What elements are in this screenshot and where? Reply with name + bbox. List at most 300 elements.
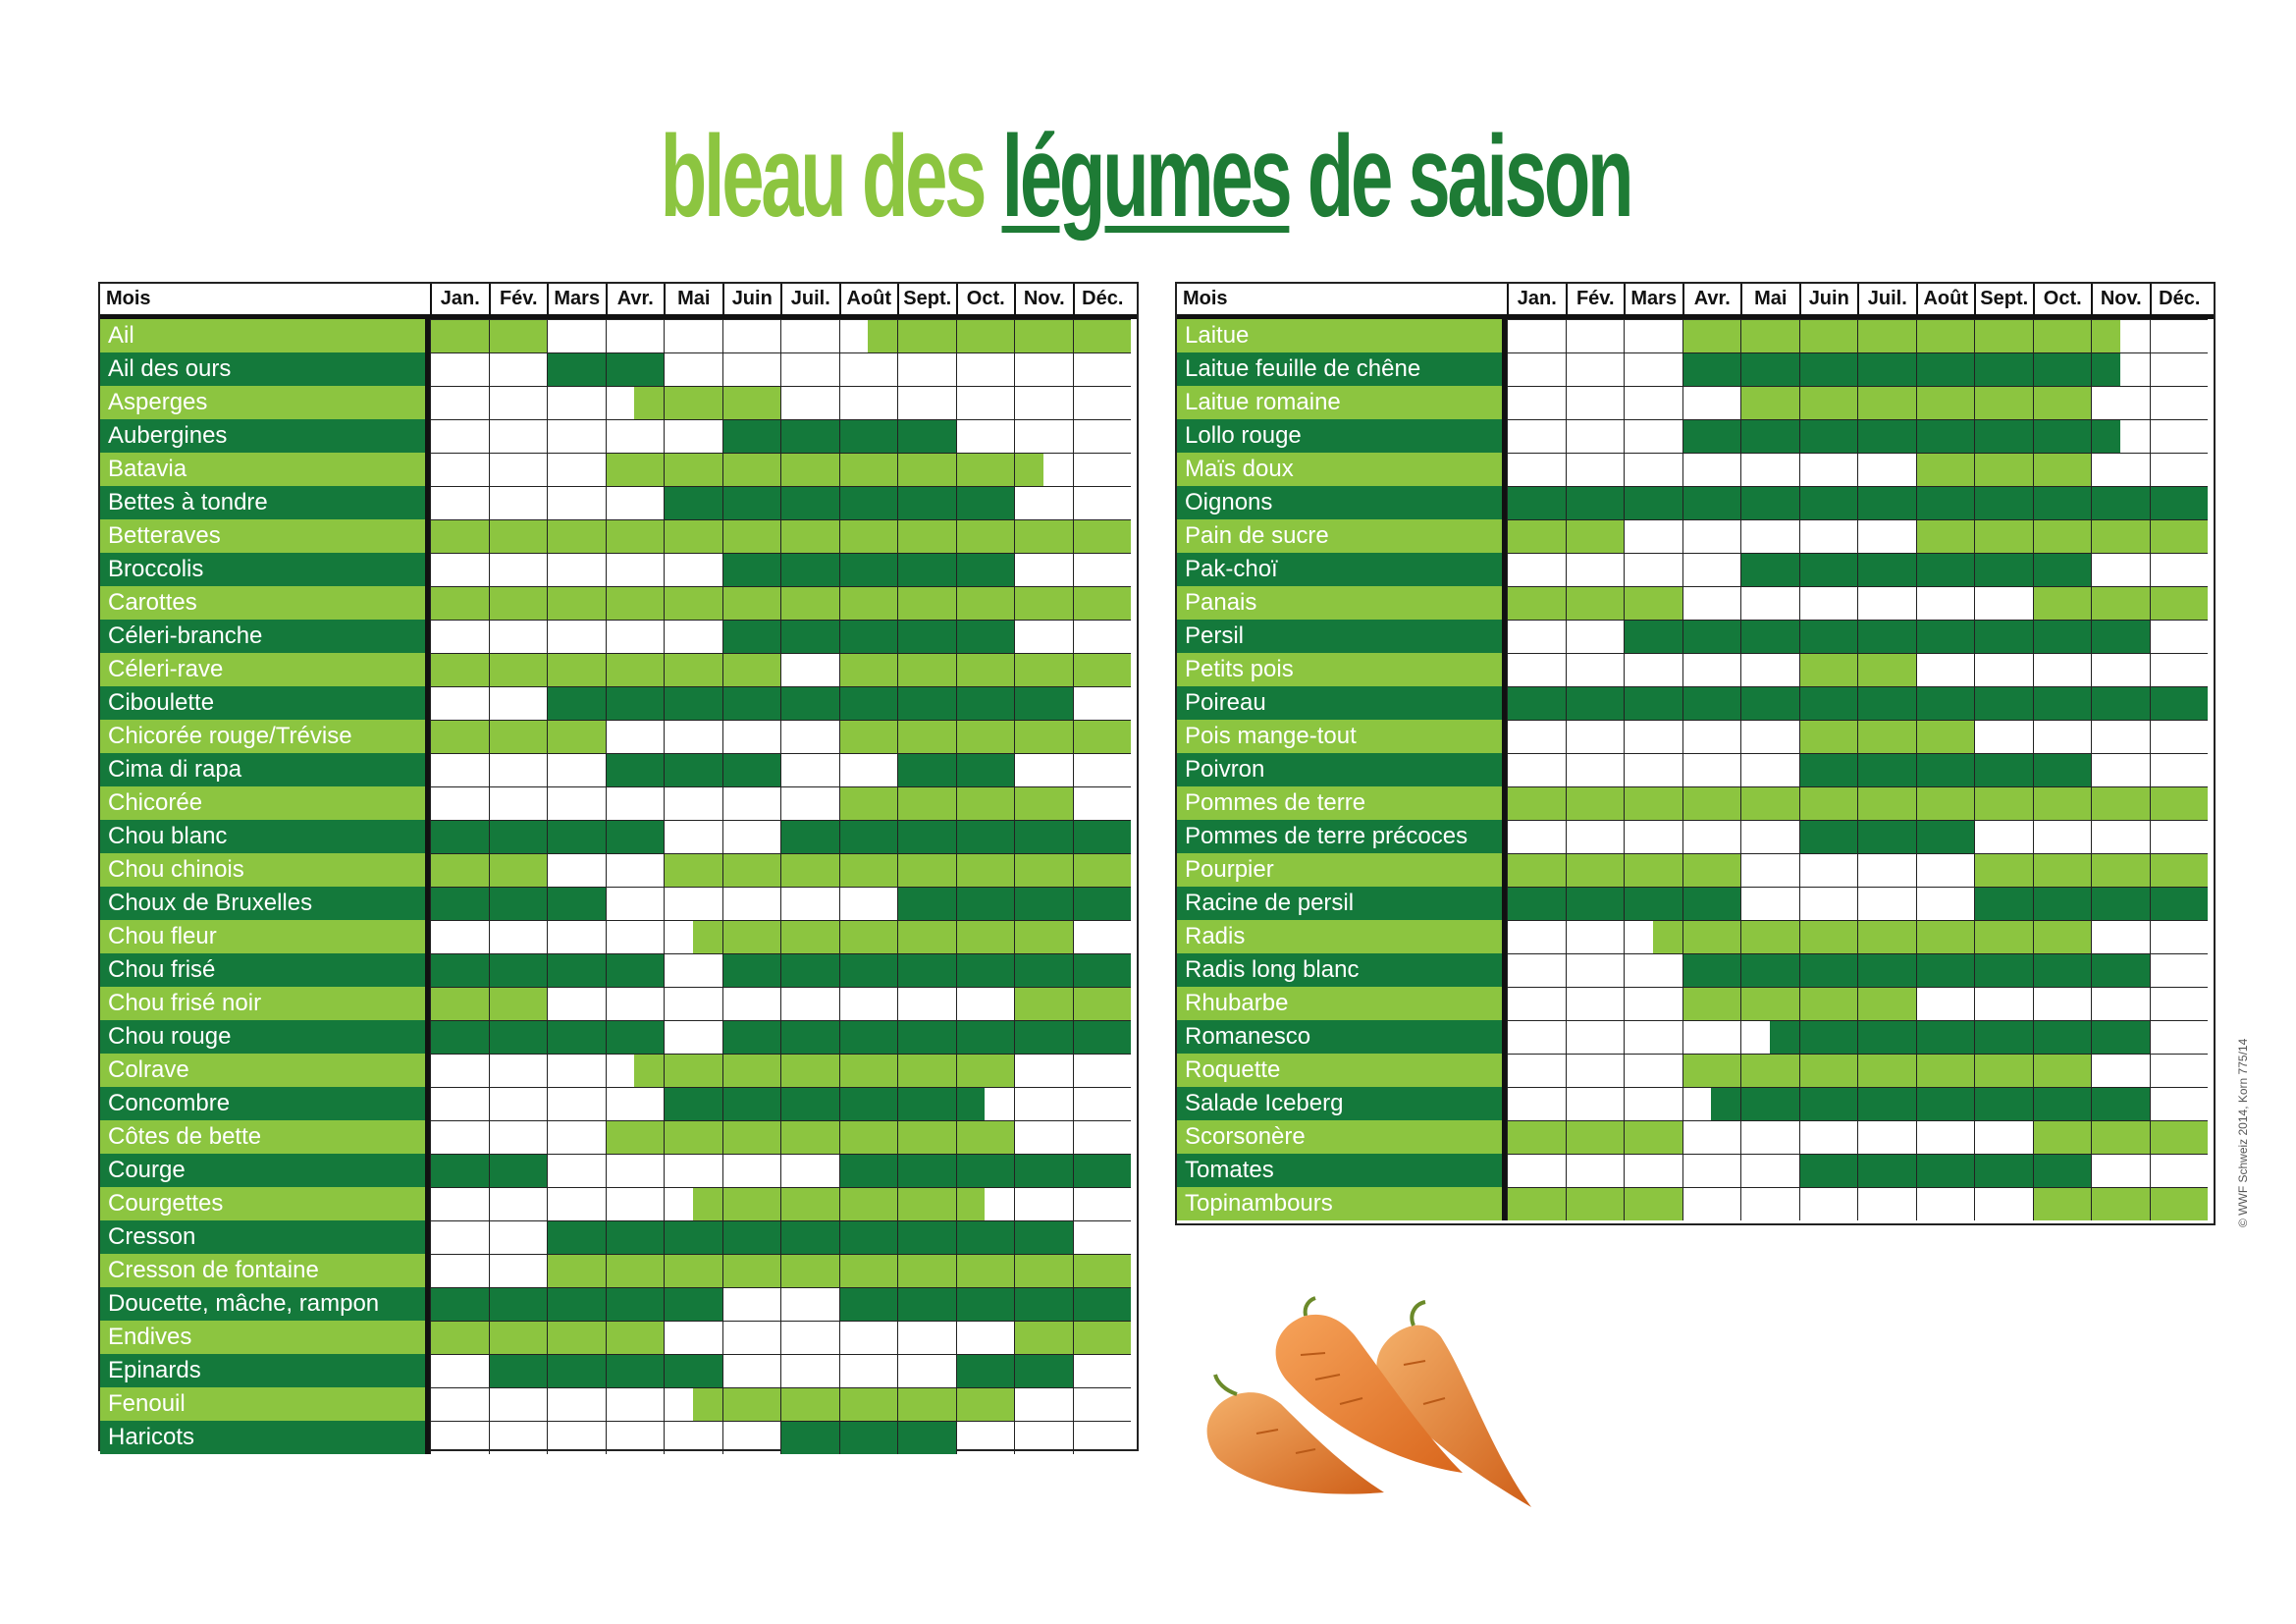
month-cell: [1014, 553, 1073, 586]
month-cell: [2033, 1187, 2092, 1220]
month-cell: [2033, 352, 2092, 386]
month-cell: [780, 1354, 839, 1387]
month-cell: [1014, 386, 1073, 419]
vegetable-row: [1177, 386, 2214, 419]
month-cell: [1857, 486, 1916, 519]
month-cell: [489, 853, 548, 887]
month-cell: [2150, 586, 2209, 620]
month-cell: [897, 1187, 956, 1220]
month-cell: [2150, 553, 2209, 586]
month-cell: [664, 1020, 722, 1054]
month-cell: [780, 920, 839, 953]
month-cell: [780, 1054, 839, 1087]
month-cell: [956, 1220, 1015, 1254]
month-cell: [956, 1321, 1015, 1354]
month-cell: [1682, 1020, 1741, 1054]
month-cell: [1857, 987, 1916, 1020]
month-cell: [547, 1154, 606, 1187]
vegetable-row: [1177, 686, 2214, 720]
vegetable-row: [100, 319, 1137, 352]
month-cell: [722, 553, 781, 586]
month-cell: [2150, 953, 2209, 987]
month-cell: [664, 1087, 722, 1120]
month-header: Juil.: [1857, 284, 1916, 314]
month-cell: [780, 720, 839, 753]
month-cell: [780, 1087, 839, 1120]
vegetable-row: [100, 453, 1137, 486]
month-cell: [664, 1254, 722, 1287]
month-cell: [956, 486, 1015, 519]
month-cell: [547, 486, 606, 519]
month-header: Mai: [664, 284, 722, 314]
vegetable-row: [1177, 1187, 2214, 1220]
month-cell: [2150, 486, 2209, 519]
vegetable-row: [100, 1020, 1137, 1054]
month-cell: [780, 753, 839, 786]
month-cell: [839, 1020, 898, 1054]
month-cell: [1073, 386, 1132, 419]
month-cell: [1974, 1087, 2033, 1120]
month-cell: [2091, 1154, 2150, 1187]
vegetable-row: [1177, 1020, 2214, 1054]
month-cell: [1974, 853, 2033, 887]
month-cell: [780, 386, 839, 419]
month-cell: [1740, 887, 1799, 920]
month-cell: [897, 419, 956, 453]
month-cell: [1799, 419, 1858, 453]
month-cell: [1566, 453, 1625, 486]
month-cell: [1566, 987, 1625, 1020]
month-cell: [547, 586, 606, 620]
vegetable-row: [1177, 620, 2214, 653]
month-cell: [606, 1254, 665, 1287]
month-cell: [664, 1387, 722, 1421]
month-cell: [1740, 486, 1799, 519]
month-header: Avr.: [1682, 284, 1741, 314]
month-cell: [1857, 753, 1916, 786]
vegetable-row: [1177, 753, 2214, 786]
month-cell: [897, 486, 956, 519]
month-cell: [430, 1187, 489, 1220]
month-cell: [2033, 853, 2092, 887]
month-cell: [722, 386, 781, 419]
month-cell: [1857, 1087, 1916, 1120]
vegetable-name: Cresson: [100, 1220, 430, 1254]
month-cell: [1682, 853, 1741, 887]
month-cell: [1916, 352, 1975, 386]
month-cell: [780, 620, 839, 653]
month-cell: [1740, 419, 1799, 453]
month-cell: [606, 1387, 665, 1421]
vegetable-name: Maïs doux: [1177, 453, 1507, 486]
month-cell: [606, 486, 665, 519]
month-cell: [606, 553, 665, 586]
month-cell: [1624, 519, 1682, 553]
month-cell: [1799, 519, 1858, 553]
month-cell: [839, 419, 898, 453]
month-cell: [547, 419, 606, 453]
month-cell: [547, 1187, 606, 1220]
month-cell: [2150, 1120, 2209, 1154]
month-cell: [722, 1120, 781, 1154]
month-cell: [606, 820, 665, 853]
month-cell: [2033, 953, 2092, 987]
month-cell: [1566, 586, 1625, 620]
month-cell: [1857, 786, 1916, 820]
month-cell: [1916, 753, 1975, 786]
vegetable-name: Scorsonère: [1177, 1120, 1507, 1154]
month-cell: [1740, 953, 1799, 987]
month-cell: [1566, 486, 1625, 519]
vegetable-name: Rhubarbe: [1177, 987, 1507, 1020]
month-cell: [2033, 920, 2092, 953]
month-cell: [1974, 1054, 2033, 1087]
month-cell: [1073, 1087, 1132, 1120]
month-cell: [780, 352, 839, 386]
month-cell: [2150, 620, 2209, 653]
month-cell: [430, 1154, 489, 1187]
month-cell: [430, 953, 489, 987]
month-cell: [1507, 419, 1566, 453]
month-cell: [1740, 653, 1799, 686]
vegetable-name: Bettes à tondre: [100, 486, 430, 519]
month-cell: [839, 486, 898, 519]
month-header: Fév.: [489, 284, 548, 314]
vegetable-row: [1177, 1154, 2214, 1187]
month-cell: [897, 453, 956, 486]
month-cell: [1916, 586, 1975, 620]
month-cell: [664, 386, 722, 419]
month-cell: [547, 1020, 606, 1054]
month-cell: [1799, 1087, 1858, 1120]
vegetable-name: Céleri-branche: [100, 620, 430, 653]
month-cell: [1857, 1154, 1916, 1187]
month-cell: [839, 653, 898, 686]
month-cell: [547, 453, 606, 486]
month-cell: [606, 987, 665, 1020]
month-header: Déc.: [1073, 284, 1132, 314]
vegetable-row: [1177, 519, 2214, 553]
month-cell: [2033, 1087, 2092, 1120]
month-cell: [722, 1321, 781, 1354]
month-cell: [1916, 786, 1975, 820]
month-cell: [606, 753, 665, 786]
month-cell: [1799, 352, 1858, 386]
vegetable-row: [1177, 820, 2214, 853]
month-cell: [1073, 1120, 1132, 1154]
month-cell: [1916, 1087, 1975, 1120]
month-cell: [547, 1321, 606, 1354]
month-cell: [1857, 319, 1916, 352]
month-cell: [2150, 419, 2209, 453]
vegetable-row: [100, 720, 1137, 753]
vegetable-name: Chou fleur: [100, 920, 430, 953]
month-cell: [1740, 1154, 1799, 1187]
month-cell: [430, 586, 489, 620]
month-cell: [1740, 453, 1799, 486]
month-cell: [547, 987, 606, 1020]
month-cell: [1740, 352, 1799, 386]
month-cell: [1014, 786, 1073, 820]
month-cell: [547, 853, 606, 887]
month-cell: [722, 686, 781, 720]
month-cell: [1073, 419, 1132, 453]
month-cell: [1682, 887, 1741, 920]
month-cell: [1624, 653, 1682, 686]
month-cell: [897, 887, 956, 920]
month-cell: [1857, 653, 1916, 686]
month-cell: [1857, 1187, 1916, 1220]
month-cell: [1799, 620, 1858, 653]
month-cell: [1624, 386, 1682, 419]
month-cell: [1740, 920, 1799, 953]
month-header: Déc.: [2150, 284, 2209, 314]
month-cell: [956, 820, 1015, 853]
month-header: Juin: [722, 284, 781, 314]
month-cell: [1014, 486, 1073, 519]
month-cell: [956, 720, 1015, 753]
month-cell: [1974, 386, 2033, 419]
month-cell: [489, 786, 548, 820]
month-cell: [489, 953, 548, 987]
month-cell: [1566, 920, 1625, 953]
month-cell: [1682, 1187, 1741, 1220]
month-cell: [1073, 853, 1132, 887]
month-cell: [722, 920, 781, 953]
month-cell: [1014, 953, 1073, 987]
month-cell: [1507, 319, 1566, 352]
month-cell: [606, 319, 665, 352]
month-cell: [2091, 887, 2150, 920]
month-cell: [547, 620, 606, 653]
month-cell: [2150, 887, 2209, 920]
month-cell: [2150, 753, 2209, 786]
month-cell: [1740, 620, 1799, 653]
month-cell: [2033, 820, 2092, 853]
vegetable-name: Pain de sucre: [1177, 519, 1507, 553]
month-cell: [1799, 987, 1858, 1020]
month-cell: [2091, 686, 2150, 720]
month-cell: [664, 419, 722, 453]
month-cell: [489, 553, 548, 586]
vegetable-row: [1177, 953, 2214, 987]
month-cell: [1566, 1020, 1625, 1054]
month-cell: [1974, 1120, 2033, 1154]
month-cell: [1799, 853, 1858, 887]
month-cell: [1857, 1120, 1916, 1154]
month-cell: [1682, 720, 1741, 753]
month-cell: [547, 720, 606, 753]
month-cell: [722, 319, 781, 352]
copyright-credit: © WWF Schweiz 2014, Korn 775/14: [2236, 1038, 2250, 1227]
month-cell: [722, 653, 781, 686]
month-cell: [722, 620, 781, 653]
vegetable-row: [1177, 352, 2214, 386]
month-cell: [956, 653, 1015, 686]
month-cell: [1624, 753, 1682, 786]
month-cell: [1857, 720, 1916, 753]
month-cell: [1014, 1287, 1073, 1321]
month-cell: [1014, 1220, 1073, 1254]
vegetable-row: [100, 419, 1137, 453]
table-header-row: [100, 284, 1137, 319]
month-cell: [1916, 887, 1975, 920]
month-cell: [1974, 553, 2033, 586]
month-cell: [1073, 953, 1132, 987]
month-cell: [780, 586, 839, 620]
month-cell: [1073, 1254, 1132, 1287]
month-cell: [1014, 1254, 1073, 1287]
month-cell: [1740, 1020, 1799, 1054]
month-cell: [1566, 653, 1625, 686]
month-cell: [2150, 1054, 2209, 1087]
month-cell: [1974, 620, 2033, 653]
month-cell: [1624, 1187, 1682, 1220]
month-cell: [1507, 1154, 1566, 1187]
vegetable-row: [100, 920, 1137, 953]
month-cell: [2033, 453, 2092, 486]
month-cell: [2150, 319, 2209, 352]
month-cell: [430, 352, 489, 386]
month-cell: [1624, 786, 1682, 820]
month-cell: [664, 453, 722, 486]
month-cell: [430, 820, 489, 853]
month-header: Mars: [547, 284, 606, 314]
month-cell: [1740, 987, 1799, 1020]
month-cell: [547, 887, 606, 920]
month-cell: [2091, 453, 2150, 486]
month-cell: [489, 920, 548, 953]
month-cell: [956, 953, 1015, 987]
month-cell: [1682, 653, 1741, 686]
month-cell: [547, 1054, 606, 1087]
vegetable-name: Endives: [100, 1321, 430, 1354]
month-cell: [897, 686, 956, 720]
vegetable-row: [100, 519, 1137, 553]
month-cell: [430, 887, 489, 920]
month-cell: [1073, 1187, 1132, 1220]
month-cell: [839, 887, 898, 920]
month-cell: [1857, 553, 1916, 586]
vegetable-name: Tomates: [1177, 1154, 1507, 1187]
title-part-3: de saison: [1307, 112, 1631, 242]
month-cell: [897, 1254, 956, 1287]
vegetable-row: [100, 1354, 1137, 1387]
vegetable-name: Panais: [1177, 586, 1507, 620]
month-cell: [430, 553, 489, 586]
month-cell: [780, 887, 839, 920]
month-cell: [1974, 753, 2033, 786]
month-cell: [1624, 319, 1682, 352]
month-cell: [722, 1020, 781, 1054]
vegetable-row: [100, 1220, 1137, 1254]
month-cell: [664, 1054, 722, 1087]
month-cell: [1566, 720, 1625, 753]
month-cell: [489, 486, 548, 519]
month-cell: [722, 519, 781, 553]
month-header: Juin: [1799, 284, 1858, 314]
month-cell: [547, 1220, 606, 1254]
month-cell: [1916, 486, 1975, 519]
month-cell: [722, 887, 781, 920]
month-cell: [2091, 753, 2150, 786]
month-cell: [1799, 586, 1858, 620]
month-cell: [2033, 419, 2092, 453]
month-cell: [2091, 386, 2150, 419]
month-cell: [489, 419, 548, 453]
month-cell: [1974, 1020, 2033, 1054]
month-cell: [956, 553, 1015, 586]
month-cell: [1566, 1187, 1625, 1220]
month-cell: [1014, 586, 1073, 620]
vegetable-name: Broccolis: [100, 553, 430, 586]
vegetable-row: [100, 887, 1137, 920]
month-cell: [1682, 586, 1741, 620]
month-cell: [606, 686, 665, 720]
month-cell: [2150, 987, 2209, 1020]
month-cell: [1073, 586, 1132, 620]
month-cell: [1624, 820, 1682, 853]
month-cell: [956, 1354, 1015, 1387]
vegetable-row: [100, 1287, 1137, 1321]
month-cell: [2091, 920, 2150, 953]
month-cell: [1073, 1154, 1132, 1187]
month-cell: [606, 1187, 665, 1220]
month-cell: [956, 1421, 1015, 1454]
month-header: Jan.: [430, 284, 489, 314]
month-cell: [956, 853, 1015, 887]
month-cell: [2033, 1154, 2092, 1187]
month-cell: [1073, 486, 1132, 519]
month-cell: [1916, 1020, 1975, 1054]
month-cell: [606, 920, 665, 953]
month-cell: [1682, 620, 1741, 653]
month-cell: [897, 953, 956, 987]
month-cell: [430, 1087, 489, 1120]
vegetable-name: Salade Iceberg: [1177, 1087, 1507, 1120]
vegetable-row: [100, 853, 1137, 887]
month-cell: [1916, 1120, 1975, 1154]
month-cell: [2033, 887, 2092, 920]
month-cell: [1682, 1054, 1741, 1087]
month-cell: [1916, 1154, 1975, 1187]
vegetable-name: Poireau: [1177, 686, 1507, 720]
month-cell: [1507, 786, 1566, 820]
month-cell: [897, 1287, 956, 1321]
month-cell: [664, 1120, 722, 1154]
month-cell: [722, 720, 781, 753]
title-part-1: bleau des: [660, 112, 985, 242]
month-cell: [547, 519, 606, 553]
month-cell: [547, 786, 606, 820]
month-cell: [1624, 686, 1682, 720]
month-cell: [1566, 887, 1625, 920]
vegetable-row: [100, 1120, 1137, 1154]
month-cell: [1974, 453, 2033, 486]
month-cell: [664, 620, 722, 653]
month-cell: [1566, 319, 1625, 352]
month-cell: [839, 1421, 898, 1454]
vegetable-name: Courgettes: [100, 1187, 430, 1220]
month-cell: [1507, 1054, 1566, 1087]
month-cell: [1682, 1087, 1741, 1120]
month-cell: [1014, 319, 1073, 352]
month-cell: [722, 419, 781, 453]
month-cell: [780, 1154, 839, 1187]
month-cell: [780, 1321, 839, 1354]
carrots-image: [1168, 1296, 1600, 1512]
month-cell: [489, 1054, 548, 1087]
